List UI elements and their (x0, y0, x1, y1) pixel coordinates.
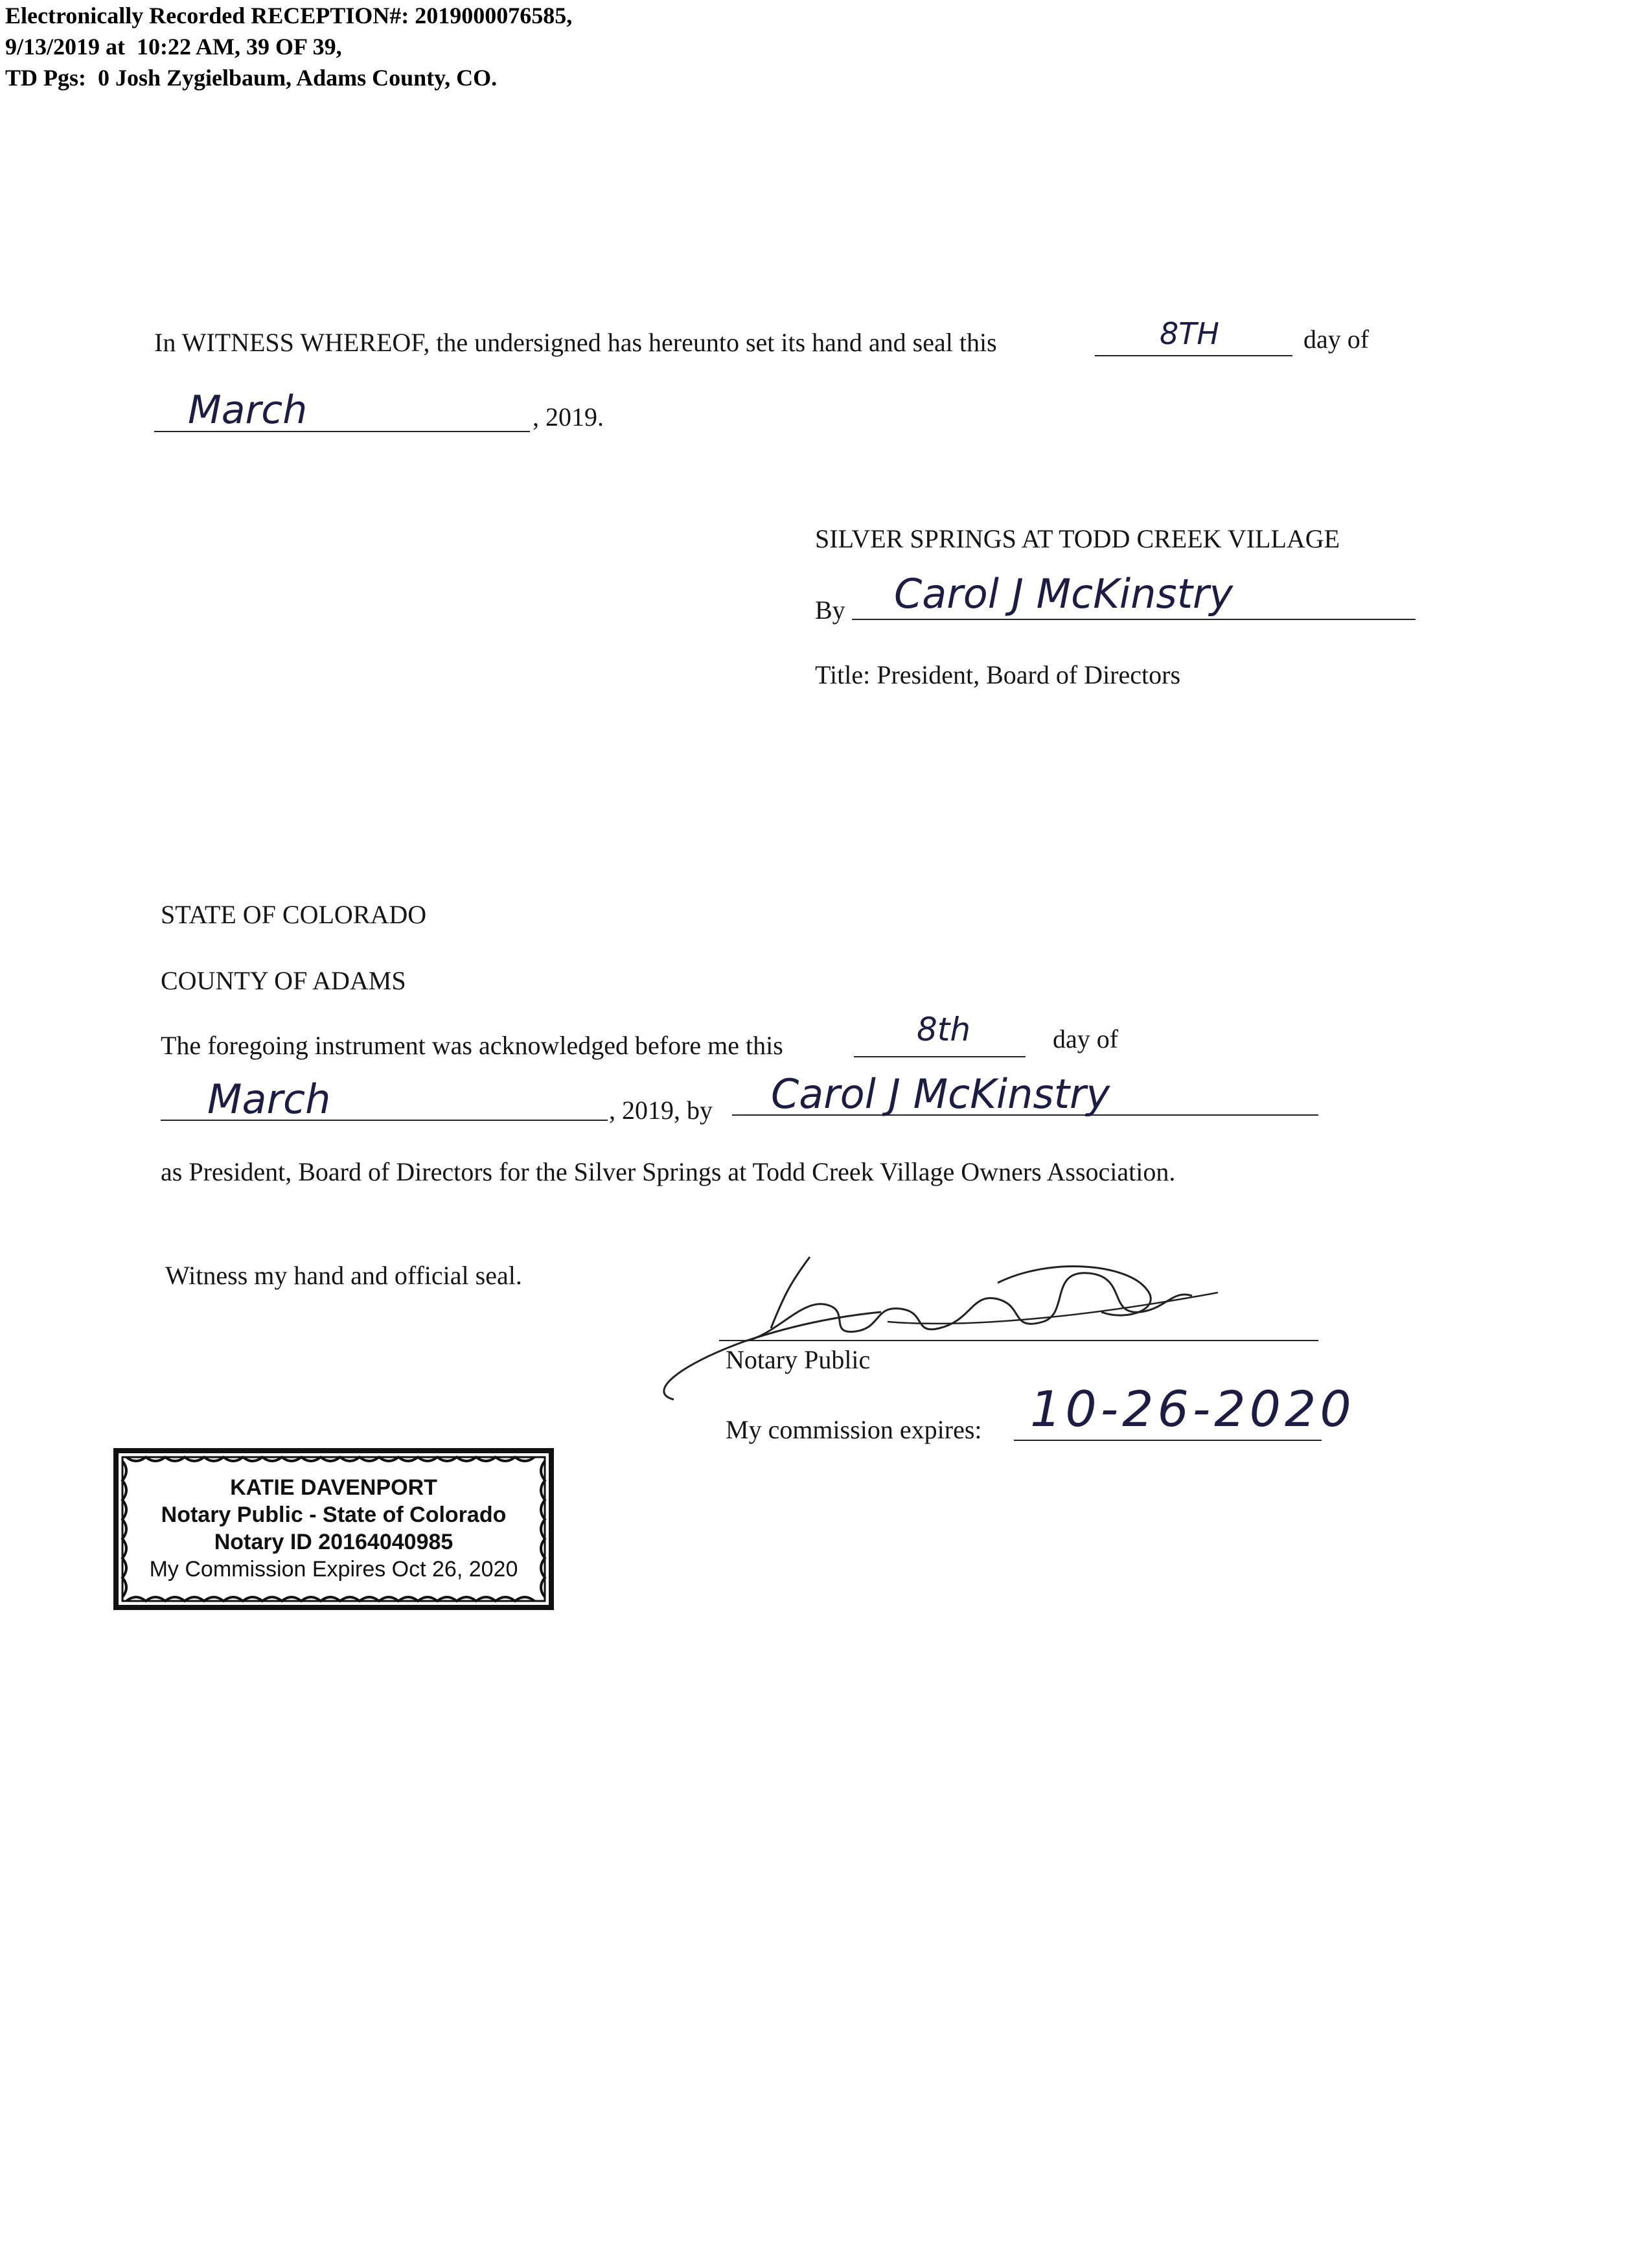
organization-name: SILVER SPRINGS AT TODD CREEK VILLAGE (815, 524, 1340, 553)
stamp-text (113, 1474, 554, 1583)
ack-year-by: , 2019, by (609, 1096, 713, 1125)
capacity-text: as President, Board of Directors for the Silver Springs at Todd Creek Village Owners Association. (161, 1157, 1176, 1186)
stamp-commission-expiry: My Commission Expires Oct 26, 2020 (149, 1557, 518, 1582)
witness-month-handwritten: March (188, 387, 308, 433)
ack-day-of: day of (1053, 1024, 1119, 1053)
witness-clause-text: In WITNESS WHEREOF, the undersigned has hereunto set its hand and seal this (154, 328, 997, 357)
ack-day-handwritten: 8th (917, 1011, 971, 1048)
stamp-notary-id: Notary ID 20164040985 (214, 1530, 453, 1554)
recording-header-line-1: Electronically Recorded RECEPTION#: 2019000076585, (5, 3, 573, 29)
president-signature: Carol J McKinstry (894, 570, 1233, 617)
ack-day-line (854, 1056, 1026, 1057)
signatory-title: Title: President, Board of Directors (815, 660, 1181, 689)
recording-header-line-3: TD Pgs: 0 Josh Zygielbaum, Adams County, CO. (5, 65, 498, 91)
ack-month-handwritten: March (207, 1076, 331, 1123)
witness-day-line (1095, 355, 1292, 356)
recording-header (5, 0, 572, 93)
commission-label: My commission expires: (726, 1415, 982, 1444)
notary-public-label: Notary Public (726, 1345, 871, 1374)
foregoing-text: The foregoing instrument was acknowledged before me this (161, 1031, 783, 1060)
commission-expiry-handwritten: 10-26-2020 (1030, 1380, 1355, 1438)
signature-line (852, 619, 1416, 620)
commission-line (1014, 1440, 1322, 1441)
stamp-notary-state: Notary Public - State of Colorado (161, 1502, 507, 1527)
witness-day-handwritten: 8TH (1160, 316, 1219, 351)
by-label: By (815, 595, 845, 625)
notary-stamp (113, 1448, 554, 1610)
recording-header-line-2: 9/13/2019 at 10:22 AM, 39 OF 39, (5, 34, 342, 60)
state-label: STATE OF COLORADO (161, 900, 427, 929)
witness-year: , 2019. (533, 402, 604, 432)
witness-seal-text: Witness my hand and official seal. (165, 1261, 522, 1290)
witness-day-of: day of (1303, 325, 1370, 354)
notary-signature-line (719, 1340, 1318, 1341)
county-label: COUNTY OF ADAMS (161, 966, 406, 995)
ack-signer-handwritten: Carol J McKinstry (771, 1070, 1110, 1118)
stamp-notary-name: KATIE DAVENPORT (230, 1475, 437, 1500)
